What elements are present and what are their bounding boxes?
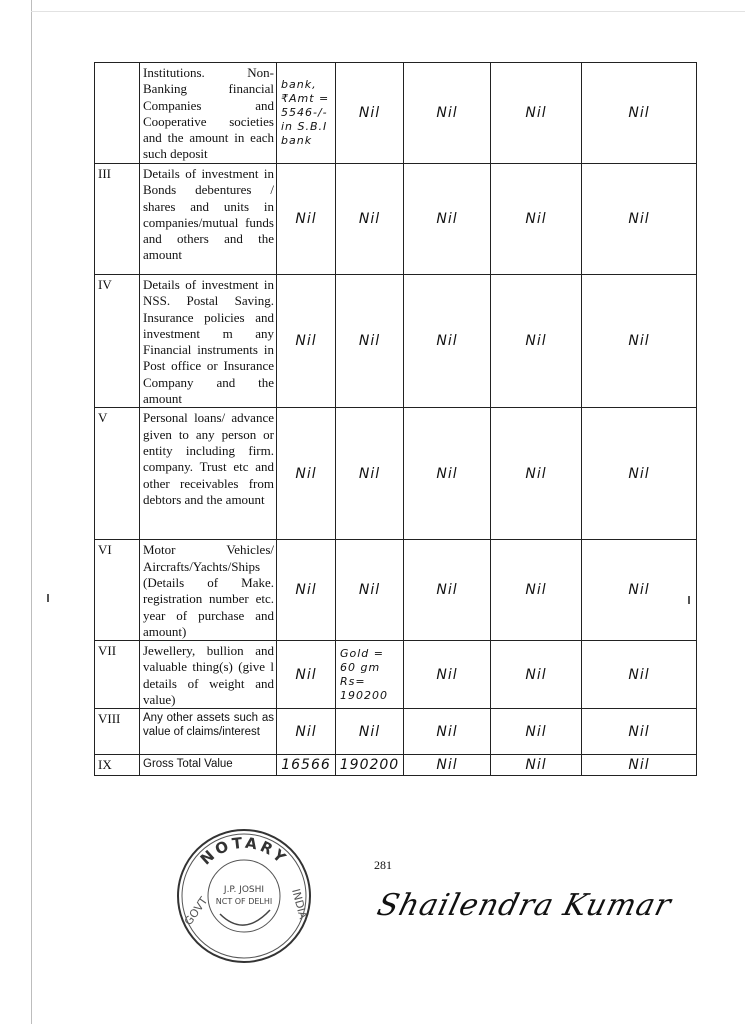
value-cell: Nil: [582, 63, 697, 164]
value-cell: Nil: [404, 755, 491, 776]
value-cell: Nil: [491, 540, 582, 641]
value-cell: 16566: [277, 755, 336, 776]
value-cell: Nil: [277, 408, 336, 540]
value-cell: Nil: [336, 164, 404, 275]
scan-edge-line: [31, 0, 32, 1024]
stamp-right-text: INDIA: [289, 887, 310, 921]
table-row: [95, 709, 697, 755]
value-cell: Nil: [491, 408, 582, 540]
page-number: 281: [374, 858, 392, 872]
value-cell: bank, ₹Amt = 5546-/- in S.B.I bank: [277, 63, 336, 164]
table-row: [95, 540, 697, 641]
row-description: Any other assets such as value of claims/interest: [140, 709, 277, 755]
value-cell: Nil: [582, 641, 697, 709]
value-cell: Nil: [277, 709, 336, 755]
value-cell: Nil: [491, 275, 582, 408]
table-row: [95, 408, 697, 540]
stamp-left-text: GOVT: [181, 894, 211, 928]
table-row: [95, 164, 697, 275]
assets-table: [94, 62, 697, 776]
table-row: [95, 275, 697, 408]
row-number: IX: [95, 755, 140, 776]
value-cell: Nil: [491, 709, 582, 755]
table-row: [95, 755, 697, 776]
value-cell: Nil: [277, 275, 336, 408]
stamp-region: NCT OF DELHI: [215, 897, 273, 906]
value-cell: Nil: [277, 540, 336, 641]
row-number: VII: [95, 641, 140, 709]
value-cell: Nil: [404, 164, 491, 275]
value-cell: Nil: [491, 164, 582, 275]
row-description: Details of investment in Bonds debentures / shares and units in companies/mutual funds and others and the amount: [140, 164, 277, 275]
value-cell: Nil: [491, 641, 582, 709]
value-cell: Nil: [336, 709, 404, 755]
row-number: [95, 63, 140, 164]
value-cell: Nil: [404, 540, 491, 641]
value-cell: 190200: [336, 755, 404, 776]
row-description: Gross Total Value: [140, 755, 277, 776]
row-number: III: [95, 164, 140, 275]
scan-speck: [688, 596, 690, 604]
scan-speck: [47, 594, 49, 602]
value-cell: Nil: [491, 755, 582, 776]
value-cell: Nil: [336, 63, 404, 164]
stamp-center-ring: [208, 860, 280, 932]
value-cell: Nil: [582, 709, 697, 755]
value-cell: Nil: [404, 63, 491, 164]
value-cell: Nil: [404, 408, 491, 540]
row-description: Details of investment in NSS. Postal Saving. Insurance policies and investment m any Financial instruments in Post office or Insurance Company and the amount: [140, 275, 277, 408]
stamp-name: J.P. JOSHI: [223, 885, 265, 895]
table-row: [95, 63, 697, 164]
value-cell: Nil: [582, 164, 697, 275]
value-cell: Nil: [404, 709, 491, 755]
value-cell: Gold = 60 gm Rs= 190200: [336, 641, 404, 709]
value-cell: Nil: [582, 755, 697, 776]
stamp-top-text: NOTARY: [196, 833, 292, 869]
table-row: [95, 641, 697, 709]
value-cell: Nil: [491, 63, 582, 164]
page-top-edge: [31, 11, 745, 12]
row-number: V: [95, 408, 140, 540]
row-description: Motor Vehicles/ Aircrafts/Yachts/Ships (Details of Make. registration number etc. year of purchase and amount): [140, 540, 277, 641]
value-cell: Nil: [582, 408, 697, 540]
value-cell: Nil: [582, 540, 697, 641]
value-cell: Nil: [336, 408, 404, 540]
row-number: IV: [95, 275, 140, 408]
value-cell: Nil: [582, 275, 697, 408]
row-description: Personal loans/ advance given to any person or entity including firm. company. Trust etc and other receivables from debtors and the amount: [140, 408, 277, 540]
stamp-signature-mark: [220, 910, 270, 925]
value-cell: Nil: [404, 641, 491, 709]
value-cell: Nil: [277, 641, 336, 709]
row-description: Jewellery, bullion and valuable thing(s) (give l details of weight and value): [140, 641, 277, 709]
value-cell: Nil: [277, 164, 336, 275]
value-cell: Nil: [336, 275, 404, 408]
notary-stamp: [174, 826, 314, 966]
row-number: VIII: [95, 709, 140, 755]
row-description: Institutions. Non-Banking financial Companies and Cooperative societies and the amount in each such deposit: [140, 63, 277, 164]
signature: Shailendra Kumar: [373, 888, 676, 923]
value-cell: Nil: [404, 275, 491, 408]
value-cell: Nil: [336, 540, 404, 641]
row-number: VI: [95, 540, 140, 641]
